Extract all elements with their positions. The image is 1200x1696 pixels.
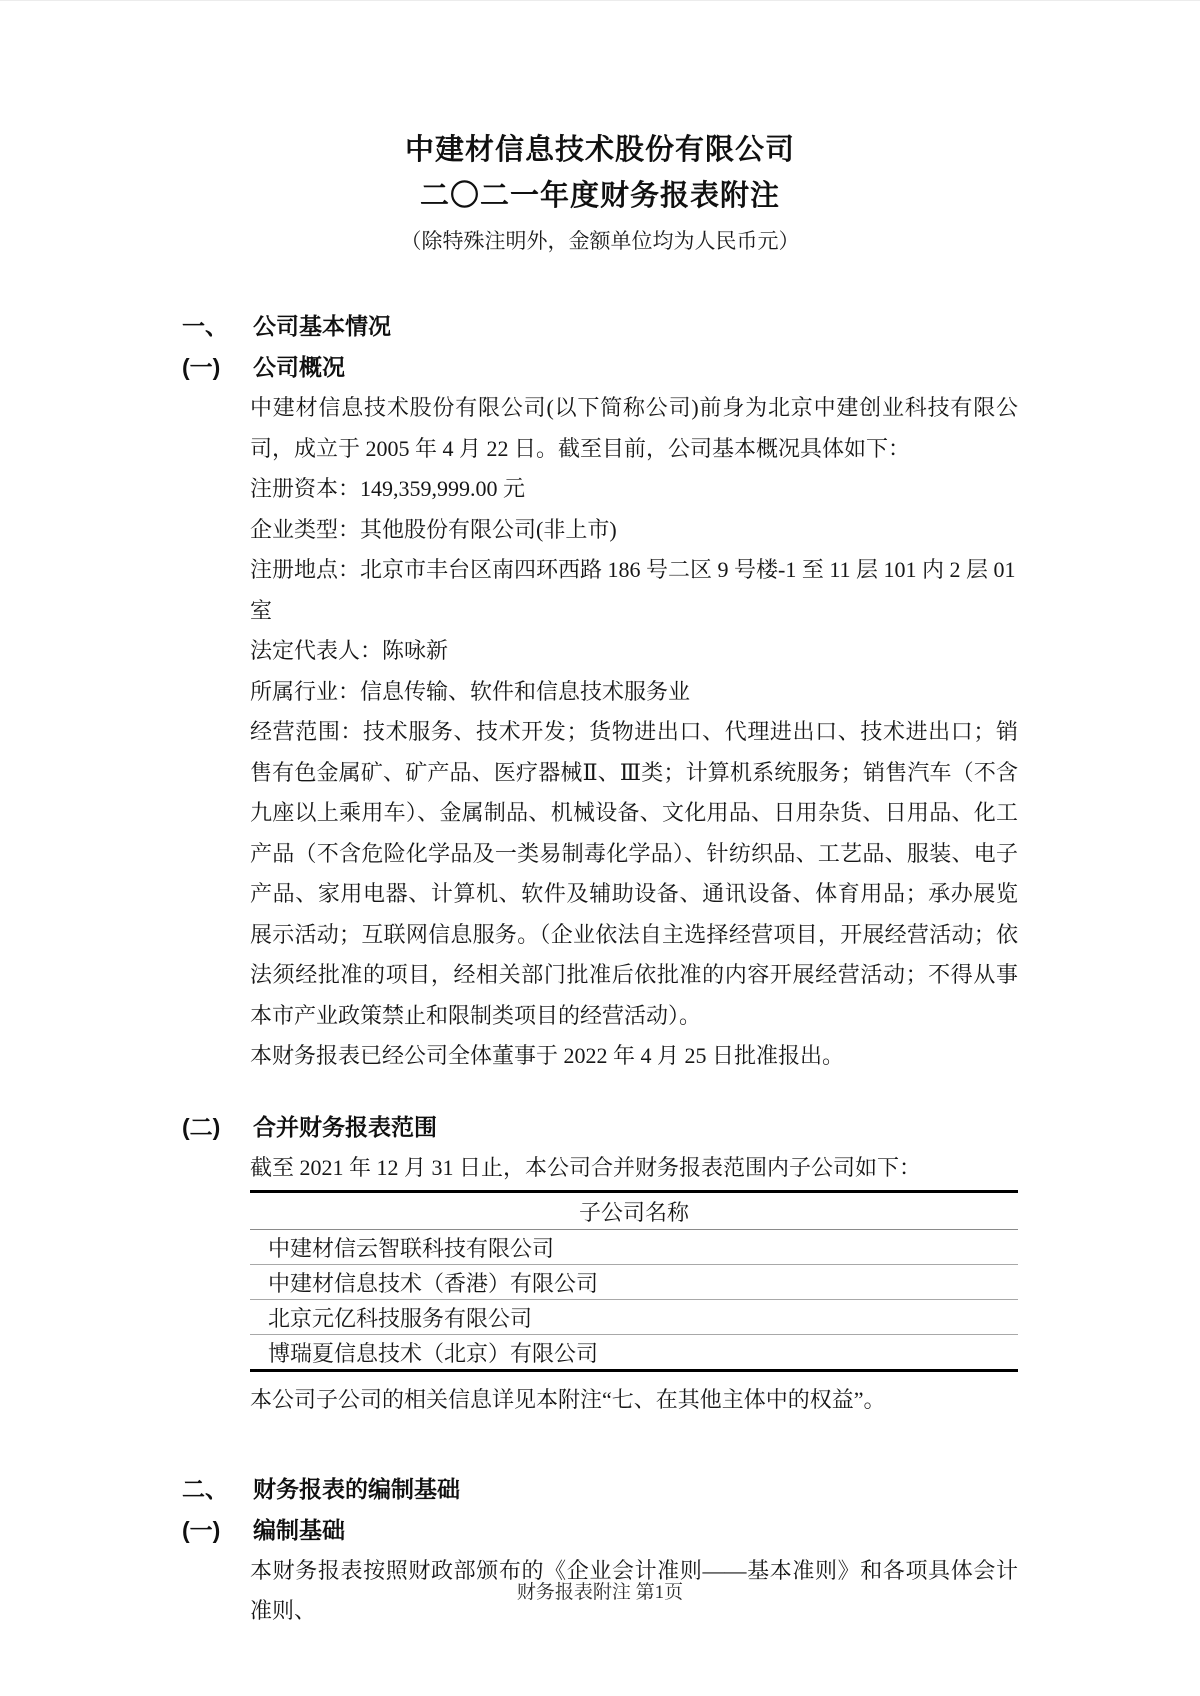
section-1-1-title: 公司概况 xyxy=(253,354,345,380)
section-2-heading xyxy=(182,1469,1018,1510)
section-2-1-number: (一) xyxy=(182,1516,221,1543)
section-1-number: 一、 xyxy=(182,313,228,339)
document-title-line2: 二〇二一年度财务报表附注 xyxy=(419,180,780,212)
section-2-1-title: 编制基础 xyxy=(253,1516,345,1543)
enterprise-type: 企业类型：其他股份有限公司(非上市) xyxy=(250,516,617,542)
document-title-line1: 中建材信息技术股份有限公司 xyxy=(404,134,795,166)
registered-address: 注册地点：北京市丰台区南四环西路 186 号二区 9 号楼-1 至 11 层 101 内 2 层 01 室 xyxy=(250,557,1016,623)
section-1-2-number: (二) xyxy=(182,1113,221,1140)
section-1-2-title: 合并财务报表范围 xyxy=(253,1113,437,1140)
page-footer: 财务报表附注 第1页 xyxy=(516,1582,684,1603)
section-2-number: 二、 xyxy=(182,1475,228,1502)
table-header-row xyxy=(250,1192,1018,1230)
section-1-1-number: (一) xyxy=(182,354,221,380)
business-scope: 经营范围：技术服务、技术开发；货物进出口、代理进出口、技术进出口；销售有色金属矿、矿产品、医疗器械Ⅱ、Ⅲ类；计算机系统服务；销售汽车（不含九座以上乘用车）、金属制品、机械设备、文化用品、日用杂货、日用品、化工产品（不含危险化学品及一类易制毒化学品）、针纺织品、工艺品、服装、电子产品、家用电器、计算机、软件及辅助设备、通讯设备、体育用品；承办展览展示活动；互联网信息服务。（企业依法自主选择经营项目，开展经营活动；依法须经批准的项目，经相关部门批准后依批准的内容开展经营活动；不得从事本市产业政策禁止和限制类项目的经营活动）。 xyxy=(250,719,1018,1028)
company-overview-block xyxy=(250,388,1018,1077)
legal-representative: 法定代表人：陈咏新 xyxy=(250,638,449,663)
industry: 所属行业：信息传输、软件和信息技术服务业 xyxy=(250,678,691,704)
subsidiary-name-cell: 博瑞夏信息技术（北京）有限公司 xyxy=(268,1340,599,1366)
section-1-heading xyxy=(182,306,1018,347)
approval-statement: 本财务报表已经公司全体董事于 2022 年 4 月 25 日批准报出。 xyxy=(250,1043,845,1068)
table-row xyxy=(250,1265,1018,1300)
registered-capital: 注册资本：149,359,999.00 元 xyxy=(250,476,526,501)
table-row xyxy=(250,1230,1018,1265)
table-header-subsidiary-name: 子公司名称 xyxy=(250,1192,1018,1230)
consolidation-scope-intro: 截至 2021 年 12 月 31 日止，本公司合并财务报表范围内子公司如下： xyxy=(250,1154,922,1180)
section-1-title: 公司基本情况 xyxy=(253,313,391,339)
subsidiary-name-cell: 北京元亿科技服务有限公司 xyxy=(250,1300,1018,1335)
subsidiary-reference-block xyxy=(250,1380,1018,1421)
section-1-2-heading xyxy=(182,1107,1018,1148)
document-subtitle: （除特殊注明外，金额单位均为人民币元） xyxy=(400,229,800,253)
section-2-1-heading xyxy=(182,1510,1018,1551)
subsidiary-name-cell: 中建材信云智联科技有限公司 xyxy=(250,1230,1018,1265)
company-overview-intro: 中建材信息技术股份有限公司(以下简称公司)前身为北京中建创业科技有限公司，成立于 2005 年 4 月 22 日。截至目前，公司基本概况具体如下： xyxy=(250,395,1018,461)
consolidation-scope-block xyxy=(250,1148,1018,1189)
preparation-basis-para: 本财务报表按照财政部颁布的《企业会计准则——基本准则》和各项具体会计准则、 xyxy=(250,1557,1018,1623)
section-2-title: 财务报表的编制基础 xyxy=(253,1475,460,1502)
subsidiaries-table xyxy=(250,1190,1018,1372)
subsidiary-reference-note: 本公司子公司的相关信息详见本附注“七、在其他主体中的权益”。 xyxy=(250,1387,886,1412)
section-1-1-heading xyxy=(182,347,1018,388)
subsidiary-name-cell: 中建材信息技术（香港）有限公司 xyxy=(250,1265,1018,1300)
table-row xyxy=(250,1335,1018,1371)
document-content xyxy=(0,1,1200,1632)
table-row xyxy=(250,1300,1018,1335)
